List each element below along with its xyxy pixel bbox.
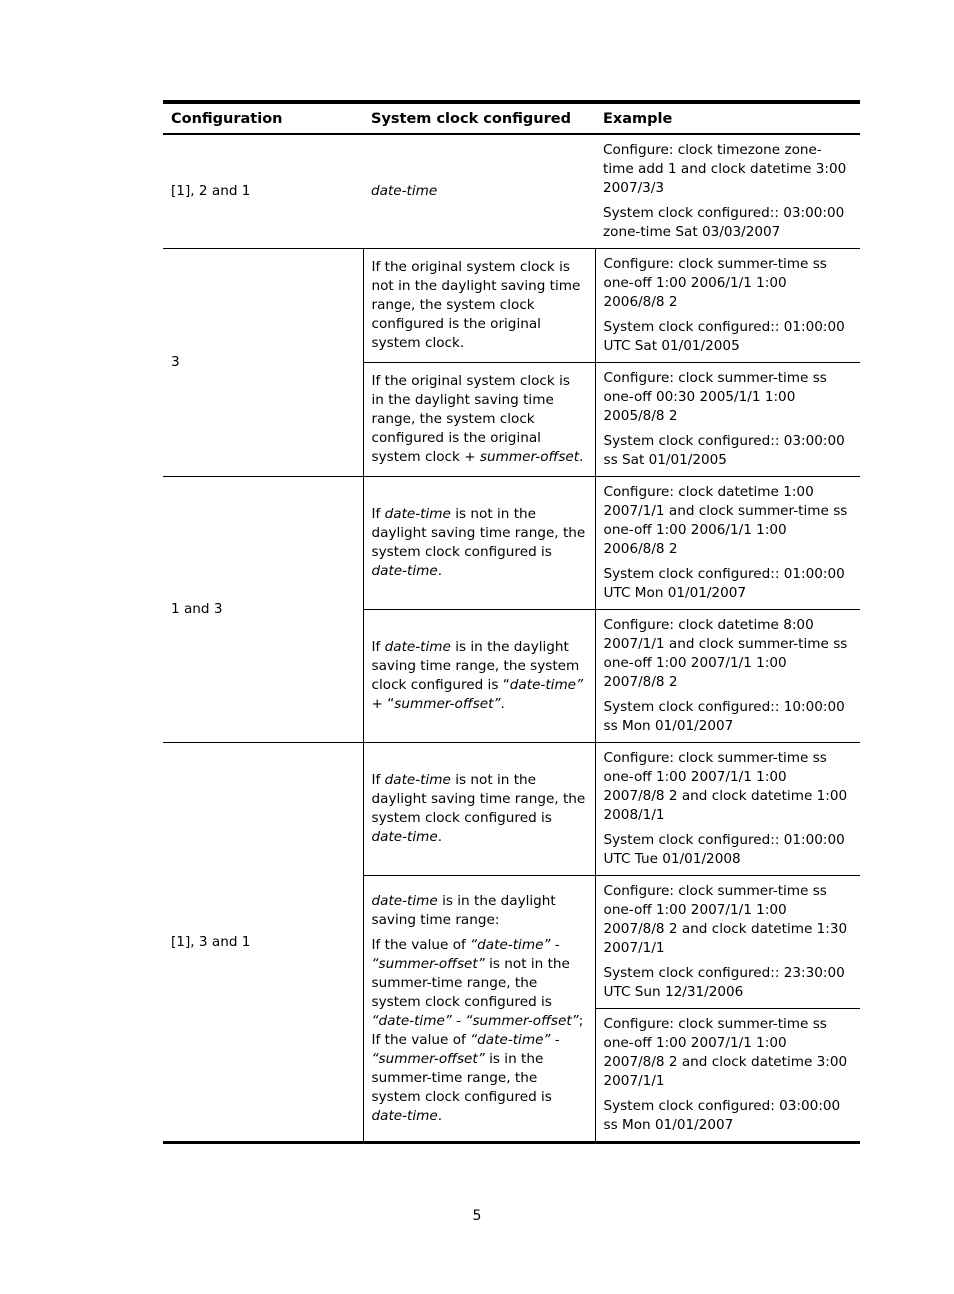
example-result: System clock configured:: 01:00:00 UTC Sat 01/01/2005 (603, 319, 845, 354)
table-header-row (163, 102, 860, 134)
example-configure: Configure: clock datetime 1:00 2007/1/1 and clock summer-time ss one-off 1:00 2006/1/1 1:00 2006/8/8 2 (603, 484, 848, 557)
example-cell (595, 1009, 860, 1143)
example-configure: Configure: clock datetime 8:00 2007/1/1 and clock summer-time ss one-off 1:00 2007/1/1 1:00 2007/8/8 2 (603, 617, 848, 690)
config-cell: [1], 2 and 1 (163, 134, 363, 249)
example-configure: Configure: clock summer-time ss one-off 00:30 2005/1/1 1:00 2005/8/8 2 (603, 370, 827, 424)
example-result: System clock configured:: 10:00:00 ss Mon 01/01/2007 (603, 699, 845, 734)
example-result: System clock configured:: 01:00:00 UTC Tue 01/01/2008 (603, 832, 845, 867)
table-row (163, 134, 860, 249)
example-configure: Configure: clock summer-time ss one-off 1:00 2007/1/1 1:00 2007/8/8 2 and clock datetime 1:00 2008/1/1 (603, 750, 848, 823)
example-cell (595, 134, 860, 249)
example-cell (595, 249, 860, 363)
page-number: 5 (472, 1208, 482, 1224)
config-cell: 1 and 3 (163, 477, 363, 743)
example-configure: Configure: clock summer-time ss one-off 1:00 2007/1/1 1:00 2007/8/8 2 and clock datetime 3:00 2007/1/1 (603, 1016, 848, 1089)
example-result: System clock configured:: 01:00:00 UTC Mon 01/01/2007 (603, 566, 845, 601)
example-result: System clock configured: 03:00:00 ss Mon 01/01/2007 (603, 1098, 841, 1133)
table-row (163, 743, 860, 876)
system-clock-cell: date-time is in the daylight saving time range: If the value of “date-time” - “summer-offset” is not in the summer-time range, the system clock configured is “date-time” - “summer-offset”; If the value of “date-time” - “summer-offset” is in the summer-time range, the system clock configured is date-time. (363, 876, 595, 1143)
config-table (163, 100, 860, 1144)
header-system-clock: System clock configured (363, 102, 595, 134)
example-cell (595, 477, 860, 610)
system-clock-cell: If date-time is in the daylight saving time range, the system clock configured is “date-time” + “summer-offset”. (363, 610, 595, 743)
example-cell (595, 363, 860, 477)
config-cell: [1], 3 and 1 (163, 743, 363, 1143)
system-clock-cell: date-time (363, 134, 595, 249)
example-result: System clock configured:: 03:00:00 zone-time Sat 03/03/2007 (603, 205, 845, 240)
table-body (163, 134, 860, 1143)
system-clock-cell: If the original system clock is not in the daylight saving time range, the system clock configured is the original system clock. (363, 249, 595, 363)
example-cell (595, 610, 860, 743)
example-result: System clock configured:: 03:00:00 ss Sat 01/01/2005 (603, 433, 845, 468)
system-clock-cell: If date-time is not in the daylight saving time range, the system clock configured is date-time. (363, 477, 595, 610)
example-cell (595, 743, 860, 876)
system-clock-cell: If the original system clock is in the daylight saving time range, the system clock configured is the original system clock + summer-offset. (363, 363, 595, 477)
header-configuration: Configuration (163, 102, 363, 134)
example-configure: Configure: clock summer-time ss one-off 1:00 2006/1/1 1:00 2006/8/8 2 (603, 256, 827, 310)
example-configure: Configure: clock summer-time ss one-off 1:00 2007/1/1 1:00 2007/8/8 2 and clock datetime 1:30 2007/1/1 (603, 883, 848, 956)
table-row (163, 477, 860, 610)
example-configure: Configure: clock timezone zone-time add 1 and clock datetime 3:00 2007/3/3 (603, 142, 847, 196)
header-example: Example (595, 102, 860, 134)
example-result: System clock configured:: 23:30:00 UTC Sun 12/31/2006 (603, 965, 845, 1000)
system-clock-cell: If date-time is not in the daylight saving time range, the system clock configured is date-time. (363, 743, 595, 876)
config-cell: 3 (163, 249, 363, 477)
table-row (163, 249, 860, 363)
example-cell (595, 876, 860, 1009)
